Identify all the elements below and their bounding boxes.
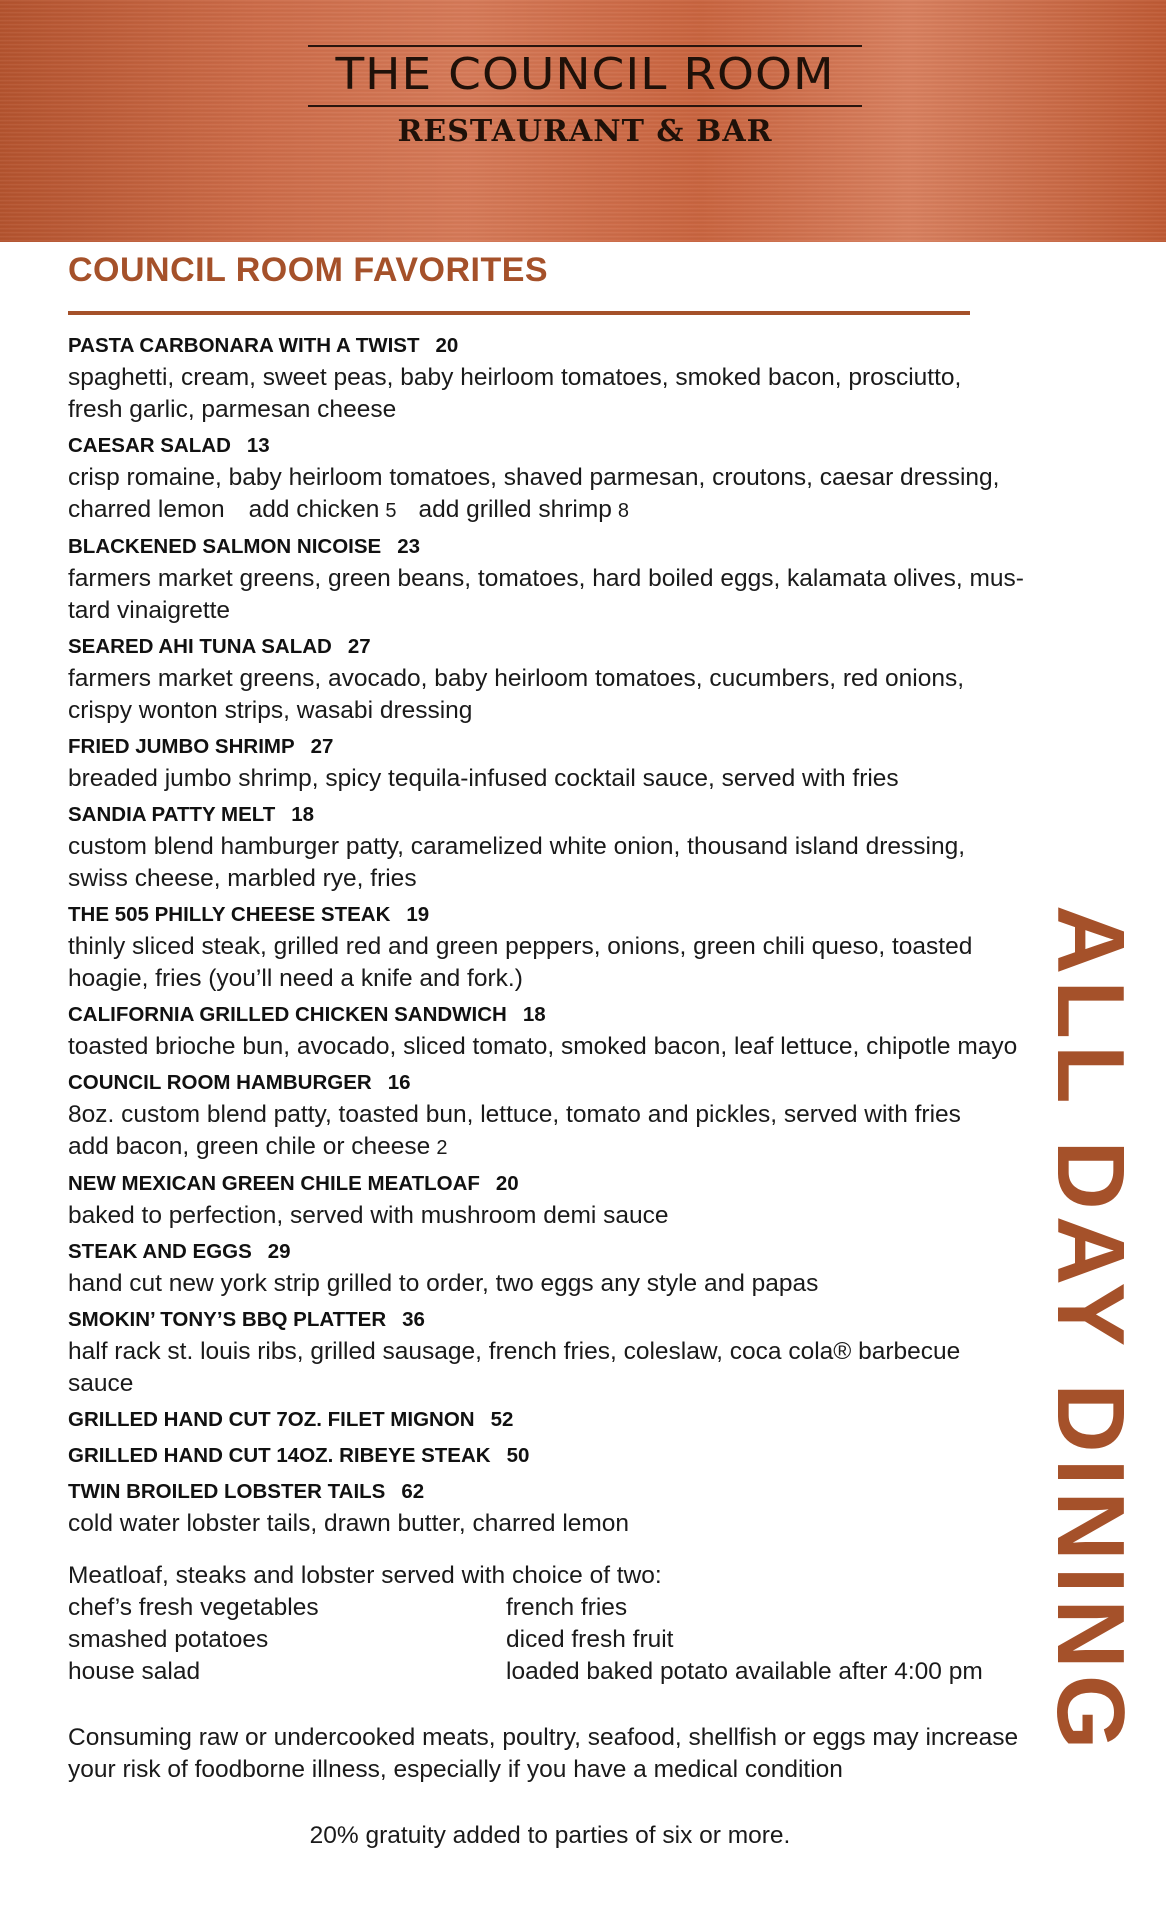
menu-item-description-text: cold water lobster tails, drawn butter, charred lemon <box>68 1510 630 1537</box>
logo-rule-top <box>308 45 862 47</box>
menu-item-description <box>68 763 1028 795</box>
menu-item-description-text: crisp romaine, baby heirloom tomatoes, shaved parmesan, croutons, caesar dressing, charred lemon <box>68 464 1000 523</box>
menu-item-header <box>68 1168 1028 1200</box>
menu-item-header <box>68 631 1028 663</box>
menu-item <box>68 1236 1028 1300</box>
menu-item-name: SEARED AHI TUNA SALAD <box>68 635 332 658</box>
menu-item-header <box>68 999 1028 1031</box>
menu-item-description-text: breaded jumbo shrimp, spicy tequila-infused cocktail sauce, served with fries <box>68 765 899 792</box>
menu-item-description-text: farmers market greens, green beans, tomatoes, hard boiled eggs, kalamata olives, mus- tard vinaigrette <box>68 565 1024 624</box>
menu-item-name: PASTA CARBONARA WITH A TWIST <box>68 334 420 357</box>
menu-item <box>68 631 1028 727</box>
side-item: diced fresh fruit <box>506 1626 674 1653</box>
side-item: chef’s fresh vegetables <box>68 1594 319 1621</box>
menu-item-price: 16 <box>387 1071 411 1094</box>
side-item: smashed potatoes <box>68 1626 269 1653</box>
addon-label: add grilled shrimp <box>418 496 612 523</box>
logo-title: THE COUNCIL ROOM <box>335 49 835 100</box>
menu-item-description <box>68 831 1028 895</box>
menu-item <box>68 1168 1028 1232</box>
menu-item <box>68 1067 1028 1164</box>
menu-item-header <box>68 1440 1028 1472</box>
menu-item-header <box>68 531 1028 563</box>
menu-item-name: TWIN BROILED LOBSTER TAILS <box>68 1480 386 1503</box>
menu-item-description <box>68 1099 1028 1131</box>
menu-item-description-text: custom blend hamburger patty, caramelized white onion, thousand island dressing, swiss cheese, marbled rye, fries <box>68 833 966 892</box>
header-banner <box>0 0 1166 242</box>
sides-section <box>68 1560 1028 1688</box>
menu-item-name: NEW MEXICAN GREEN CHILE MEATLOAF <box>68 1172 480 1195</box>
menu-list <box>68 330 1028 1544</box>
menu-item-description <box>68 663 1028 727</box>
menu-item-header <box>68 330 1028 362</box>
menu-item-price: 50 <box>506 1444 530 1467</box>
menu-item-description-text: toasted brioche bun, avocado, sliced tomato, smoked bacon, leaf lettuce, chipotle mayo <box>68 1033 1018 1060</box>
side-item: house salad <box>68 1658 201 1685</box>
menu-item-price: 62 <box>401 1480 425 1503</box>
menu-item-header <box>68 1236 1028 1268</box>
menu-item-price: 52 <box>490 1408 514 1431</box>
sides-grid <box>68 1592 1028 1688</box>
menu-item-price: 23 <box>397 535 421 558</box>
menu-item-name: THE 505 PHILLY CHEESE STEAK <box>68 903 391 926</box>
menu-item <box>68 330 1028 426</box>
menu-item-name: FRIED JUMBO SHRIMP <box>68 735 295 758</box>
menu-item-name: STEAK AND EGGS <box>68 1240 252 1263</box>
menu-item-header <box>68 430 1028 462</box>
menu-item-price: 29 <box>267 1240 291 1263</box>
menu-item-description <box>68 1200 1028 1232</box>
menu-item-addon-line <box>68 1131 1028 1164</box>
menu-item-price: 27 <box>347 635 371 658</box>
gratuity-note: 20% gratuity added to parties of six or more. <box>309 1822 791 1849</box>
menu-item <box>68 999 1028 1063</box>
menu-item-name: COUNCIL ROOM HAMBURGER <box>68 1071 372 1094</box>
menu-item-description <box>68 1031 1028 1063</box>
menu-item-description <box>68 563 1028 627</box>
menu-item-description-text: spaghetti, cream, sweet peas, baby heirloom tomatoes, smoked bacon, prosciutto, fresh garlic, parmesan cheese <box>68 364 962 423</box>
menu-item-price: 13 <box>246 434 270 457</box>
menu-item-price: 18 <box>291 803 315 826</box>
addon-price: 5 <box>385 500 397 522</box>
menu-item-header <box>68 1067 1028 1099</box>
menu-item-description <box>68 1336 1028 1400</box>
menu-item-price: 19 <box>406 903 430 926</box>
menu-item <box>68 531 1028 627</box>
menu-item-header <box>68 799 1028 831</box>
menu-item-name: BLACKENED SALMON NICOISE <box>68 535 382 558</box>
menu-item-name: SMOKIN’ TONY’S BBQ PLATTER <box>68 1308 387 1331</box>
vertical-banner-text: ALL DAY DINING <box>1037 905 1144 1756</box>
logo-subtitle: RESTAURANT & BAR <box>397 114 773 149</box>
addon-label: add chicken <box>248 496 380 523</box>
menu-item-description <box>68 1268 1028 1300</box>
menu-item-price: 20 <box>495 1172 519 1195</box>
menu-item-description <box>68 362 1028 426</box>
menu-item-price: 36 <box>402 1308 425 1331</box>
menu-item-description <box>68 462 1028 527</box>
menu-item-description-text: hand cut new york strip grilled to order, two eggs any style and papas <box>68 1270 819 1297</box>
menu-item-header <box>68 899 1028 931</box>
section-title: COUNCIL ROOM FAVORITES <box>68 251 549 289</box>
menu-item-price: 27 <box>310 735 334 758</box>
menu-item <box>68 1404 1028 1436</box>
addon-price: 2 <box>436 1137 448 1159</box>
menu-item-description-text: baked to perfection, served with mushroom demi sauce <box>68 1202 669 1229</box>
menu-item <box>68 1476 1028 1540</box>
menu-item-header <box>68 1304 1028 1336</box>
menu-item <box>68 799 1028 895</box>
restaurant-logo <box>300 45 870 149</box>
menu-item-name: CAESAR SALAD <box>68 434 231 457</box>
menu-item-description <box>68 931 1028 995</box>
menu-item-price: 18 <box>522 1003 546 1026</box>
side-item: loaded baked potato available after 4:00 pm <box>506 1658 983 1685</box>
menu-item <box>68 1440 1028 1472</box>
menu-item <box>68 430 1028 527</box>
section-divider <box>68 311 970 315</box>
menu-item-description-text: 8oz. custom blend patty, toasted bun, lettuce, tomato and pickles, served with fries <box>68 1101 961 1128</box>
menu-item-header <box>68 1476 1028 1508</box>
logo-rule-bottom <box>308 105 862 107</box>
menu-item-header <box>68 731 1028 763</box>
food-safety-notice: Consuming raw or undercooked meats, poultry, seafood, shellfish or eggs may increase your risk of foodborne illness, especially if you have a medical condition <box>68 1724 1019 1783</box>
menu-item-header <box>68 1404 1028 1436</box>
menu-item-description <box>68 1508 1028 1540</box>
addon-label: add bacon, green chile or cheese <box>68 1133 431 1160</box>
menu-item-description-text: half rack st. louis ribs, grilled sausage, french fries, coleslaw, coca cola® barbecue sauce <box>68 1338 961 1397</box>
vertical-banner <box>1037 905 1144 1795</box>
menu-item-description-text: farmers market greens, avocado, baby heirloom tomatoes, cucumbers, red onions, crispy wonton strips, wasabi dressing <box>68 665 965 724</box>
menu-item-name: GRILLED HAND CUT 14OZ. RIBEYE STEAK <box>68 1444 491 1467</box>
menu-item-name: SANDIA PATTY MELT <box>68 803 276 826</box>
menu-item <box>68 1304 1028 1400</box>
menu-item-name: CALIFORNIA GRILLED CHICKEN SANDWICH <box>68 1003 507 1026</box>
menu-item-price: 20 <box>435 334 459 357</box>
sides-intro: Meatloaf, steaks and lobster served with choice of two: <box>68 1562 662 1589</box>
side-item: french fries <box>506 1594 628 1621</box>
addon-price: 8 <box>617 500 629 522</box>
menu-item-name: GRILLED HAND CUT 7OZ. FILET MIGNON <box>68 1408 475 1431</box>
menu-item-description-text: thinly sliced steak, grilled red and green peppers, onions, green chili queso, toasted hoagie, fries (you’ll need a knife and fork.) <box>68 933 973 992</box>
menu-item <box>68 731 1028 795</box>
menu-item <box>68 899 1028 995</box>
